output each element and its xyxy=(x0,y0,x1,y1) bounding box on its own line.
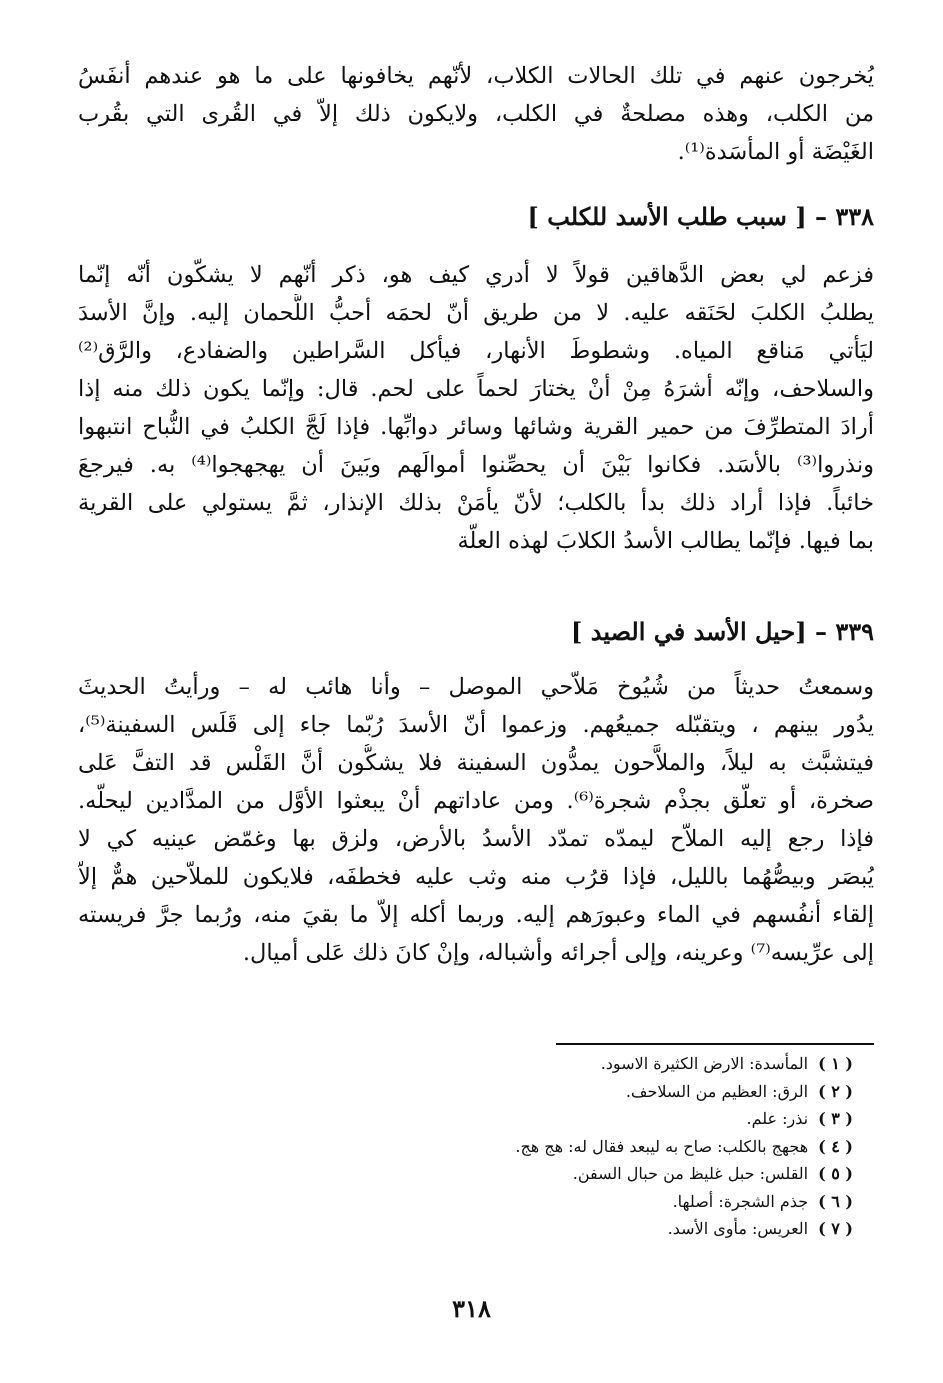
footnote-text: نذر: علم. xyxy=(746,1109,809,1128)
footnote-text: العريس: مأوى الأسد. xyxy=(667,1219,809,1238)
text-line: أرادَ المتطرِّفَ من حمير القرية وشائها وسائر دوابِّها. فإذا لَجَّ الكلبُ في النُّباح انتبهوا xyxy=(78,414,874,440)
page-number: ٣١٨ xyxy=(452,1294,491,1323)
text-line: ليَأتي مَناقع المياه. وشطوطَ الأنهار، فيأكل السَّراطين والضفادع، والرَّق⁽²⁾ xyxy=(78,338,874,364)
section-heading-339: ٣٣٩ – [حيل الأسد في الصيد ] xyxy=(571,617,874,646)
footnote-item xyxy=(433,1105,853,1133)
text-line: فيتشبَّث به ليلاً، والملاَّحون يمدُّون السفينة فلا يشكُّون أنَّ القَلْس قد التفَّ عَلى xyxy=(78,750,874,776)
footnote-number: ( ٥ ) xyxy=(818,1164,853,1183)
text-line: فإذا رجع إليه الملاّح ليمدّه تمدّد الأسدُ بالأرض، ولزق بها وغمّض عينيه كي لا xyxy=(78,826,874,852)
paragraph-339 xyxy=(78,668,874,972)
footnote-text: جذم الشجرة: أصلها. xyxy=(672,1191,809,1211)
paragraph-intro xyxy=(78,57,874,171)
footnote-number: ( ٤ ) xyxy=(818,1136,853,1156)
footnote-item xyxy=(433,1160,853,1188)
text-line: والسلاحف، وإنّه أشرَهُ مِنْ أنْ يختارَ لحماً على لحم. قال: وإنّما يكون ذلك منه إذا xyxy=(78,376,874,402)
text-line: من الكلب، وهذه مصلحةٌ في الكلب، ولايكون ذلك إلاّ في القُرى التي بقُرب xyxy=(78,101,874,127)
footnote-item xyxy=(433,1050,853,1078)
text-line: وسمعتُ حديثاً من شُيُوخ مَلاّحي الموصل – وأنا هائب له – ورأيتُ الحديثَ xyxy=(78,674,874,700)
footnote-number: ( ٢ ) xyxy=(818,1081,853,1101)
footnote-number: ( ٦ ) xyxy=(818,1191,853,1211)
footnote-number: ( ٧ ) xyxy=(818,1219,853,1238)
text-line: يُخرجون عنهم في تلك الحالات الكلاب، لأنّهم يخافونها على ما هو عندهم أنفَسُ xyxy=(78,63,874,89)
section-heading-338: ٣٣٨ – [ سبب طلب الأسد للكلب ] xyxy=(527,202,874,231)
text-line: فزعم لي بعض الدَّهاقين قولاً لا أدري كيف هو، ذكر أنّهم لا يشكّون أنّه إنّما xyxy=(78,262,874,288)
footnote-text: المأسدة: الارض الكثيرة الاسود. xyxy=(600,1054,809,1073)
footnote-text: هجهج بالكلب: صاح به ليبعد فقال له: هج هج. xyxy=(515,1136,809,1156)
footnote-item xyxy=(433,1133,853,1161)
text-line: يُبصَر وبيصُّهُما بالليل، فإذا قرُب منه وثب عليه فخطفَه، فلايكون للملاّحين همٌّ إلاّ xyxy=(78,864,874,890)
text-line: إلقاء أنفُسهم في الماء وعبورَهم إليه. وربما أكله إلاّ ما بقيَ منه، ورُبما جرَّ فريسته xyxy=(78,902,874,928)
text-line: ونذروا⁽³⁾ بالأسَد. فكانوا بَيْنَ أن يحصِّنوا أموالَهم وبَينَ أن يهجهجوا⁽⁴⁾ به. فيرجعَ xyxy=(78,452,874,478)
footnote-item xyxy=(433,1215,853,1243)
text-line: بما فيها. فإنّما يطالب الأسدُ الكلابَ لهذه العلّة xyxy=(457,528,874,554)
footnote-divider xyxy=(556,1043,874,1045)
text-line: يدُور بينهم ، ويتقبّله جميعُهم. وزعموا أنّ الأسدَ رُبّما جاء إلى قَلَس السفينة⁽⁵⁾، xyxy=(78,712,874,738)
footnote-number: ( ١ ) xyxy=(818,1054,853,1073)
footnote-text: القلس: حبل غليظ من حبال السفن. xyxy=(572,1164,809,1183)
text-line: خائباً. فإذا أراد ذلك بدأ بالكلب؛ لأنّ يأمَنْ بذلك الإنذار، ثمَّ يستولي على القرية xyxy=(78,490,874,516)
text-line: إلى عرِّيسه⁽⁷⁾ وعرينه، وإلى أجرائه وأشباله، وإنْ كانَ ذلك عَلى أميال. xyxy=(242,940,874,966)
text-line: يطلبُ الكلبَ لحَنَقه عليه. لا من طريق أنّ لحمَه أحبُّ اللُّحمان إليه. وإنَّ الأسدَ xyxy=(78,300,874,326)
footnote-item xyxy=(433,1188,853,1216)
footnotes xyxy=(433,1050,853,1243)
text-line: صخرة، أو تعلّق بجذْم شجرة⁽⁶⁾. ومن عاداتهم أنْ يبعثوا الأوَّل من المدَّادين ليحلّه. xyxy=(78,788,874,814)
text-line: الغَيْضَة أو المأسَدة⁽¹⁾. xyxy=(677,139,874,165)
footnote-item xyxy=(433,1078,853,1106)
paragraph-338 xyxy=(78,256,874,560)
footnote-text: الرق: العظيم من السلاحف. xyxy=(625,1081,809,1101)
footnote-number: ( ٣ ) xyxy=(818,1109,853,1128)
